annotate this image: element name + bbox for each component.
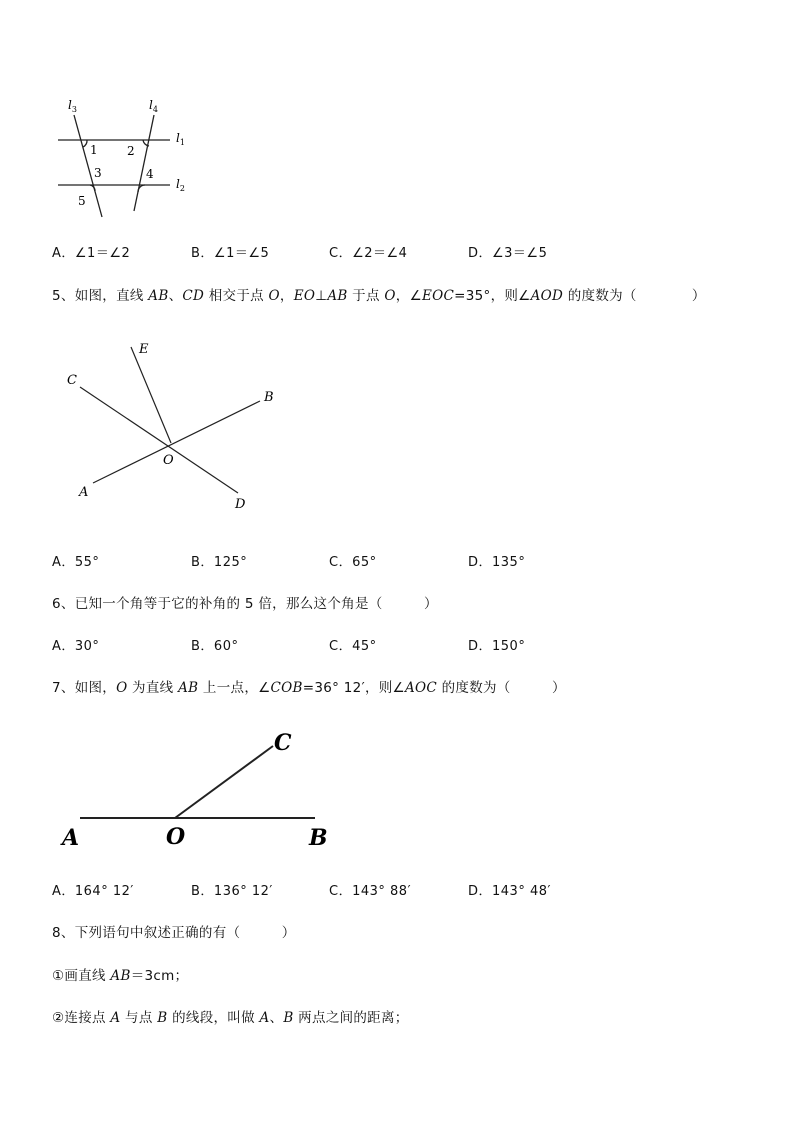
angle-label-3: 3 bbox=[94, 166, 102, 180]
point-label-d: D bbox=[235, 497, 246, 512]
label-l2: $l_2$ bbox=[176, 177, 185, 193]
point-label-b2: B bbox=[309, 825, 328, 851]
point-label-b: B bbox=[264, 390, 274, 405]
label-l1: $l_1$ bbox=[176, 131, 185, 147]
q6-option-b: B．60° bbox=[191, 639, 239, 654]
q5-stem: 5、如图，直线 AB、CD 相交于点 O，EO⊥AB 于点 O，∠EOC=35°，则∠AOD 的度数为（ ） bbox=[52, 288, 706, 304]
point-label-a2: A bbox=[62, 825, 80, 851]
q5-option-b: B．125° bbox=[191, 555, 248, 570]
ray-oe bbox=[131, 347, 171, 443]
line-l4 bbox=[134, 115, 154, 211]
q7-stem: 7、如图，O 为直线 AB 上一点，∠COB=36° 12′，则∠AOC 的度数为（ ） bbox=[52, 680, 566, 696]
q8-statement-2: ②连接点 A 与点 B 的线段，叫做 A、B 两点之间的距离； bbox=[52, 1010, 409, 1026]
q8-statement-1: ①画直线 AB＝3cm； bbox=[52, 968, 189, 984]
q6-stem: 6、已知一个角等于它的补角的 5 倍，那么这个角是（ ） bbox=[52, 596, 438, 612]
q4-option-d: D．∠3＝∠5 bbox=[468, 246, 548, 261]
q7-option-b: B．136° 12′ bbox=[191, 884, 273, 899]
q5-option-d: D．135° bbox=[468, 555, 526, 570]
line-ab bbox=[93, 401, 260, 483]
q4-option-b: B．∠1＝∠5 bbox=[191, 246, 270, 261]
angle-label-1: 1 bbox=[90, 143, 98, 157]
q6-option-d: D．150° bbox=[468, 639, 526, 654]
intersecting-lines-figure bbox=[55, 335, 295, 515]
angle-label-4: 4 bbox=[146, 167, 154, 181]
point-label-o: O bbox=[163, 453, 174, 468]
q5-option-c: C．65° bbox=[329, 555, 377, 570]
point-label-e: E bbox=[139, 342, 149, 357]
point-label-c2: C bbox=[274, 730, 292, 756]
ray-oc bbox=[175, 746, 273, 818]
straight-angle-figure bbox=[55, 722, 345, 857]
q6-option-c: C．45° bbox=[329, 639, 377, 654]
q8-stem: 8、下列语句中叙述正确的有（ ） bbox=[52, 925, 296, 941]
q5-option-a: A．55° bbox=[52, 555, 100, 570]
parallel-lines-figure bbox=[50, 95, 200, 225]
q4-option-a: A．∠1＝∠2 bbox=[52, 246, 131, 261]
q7-option-d: D．143° 48′ bbox=[468, 884, 551, 899]
q7-option-c: C．143° 88′ bbox=[329, 884, 412, 899]
q6-option-a: A．30° bbox=[52, 639, 100, 654]
label-l4: $l_4$ bbox=[149, 98, 158, 114]
angle-label-5: 5 bbox=[78, 194, 86, 208]
point-label-a: A bbox=[79, 485, 89, 500]
point-label-o2: O bbox=[166, 824, 186, 850]
angle-label-2: 2 bbox=[127, 144, 135, 158]
q4-option-c: C．∠2＝∠4 bbox=[329, 246, 408, 261]
label-l3: $l_3$ bbox=[68, 98, 77, 114]
point-label-c: C bbox=[67, 373, 77, 388]
q7-option-a: A．164° 12′ bbox=[52, 884, 134, 899]
angle-arc-1 bbox=[83, 140, 87, 147]
